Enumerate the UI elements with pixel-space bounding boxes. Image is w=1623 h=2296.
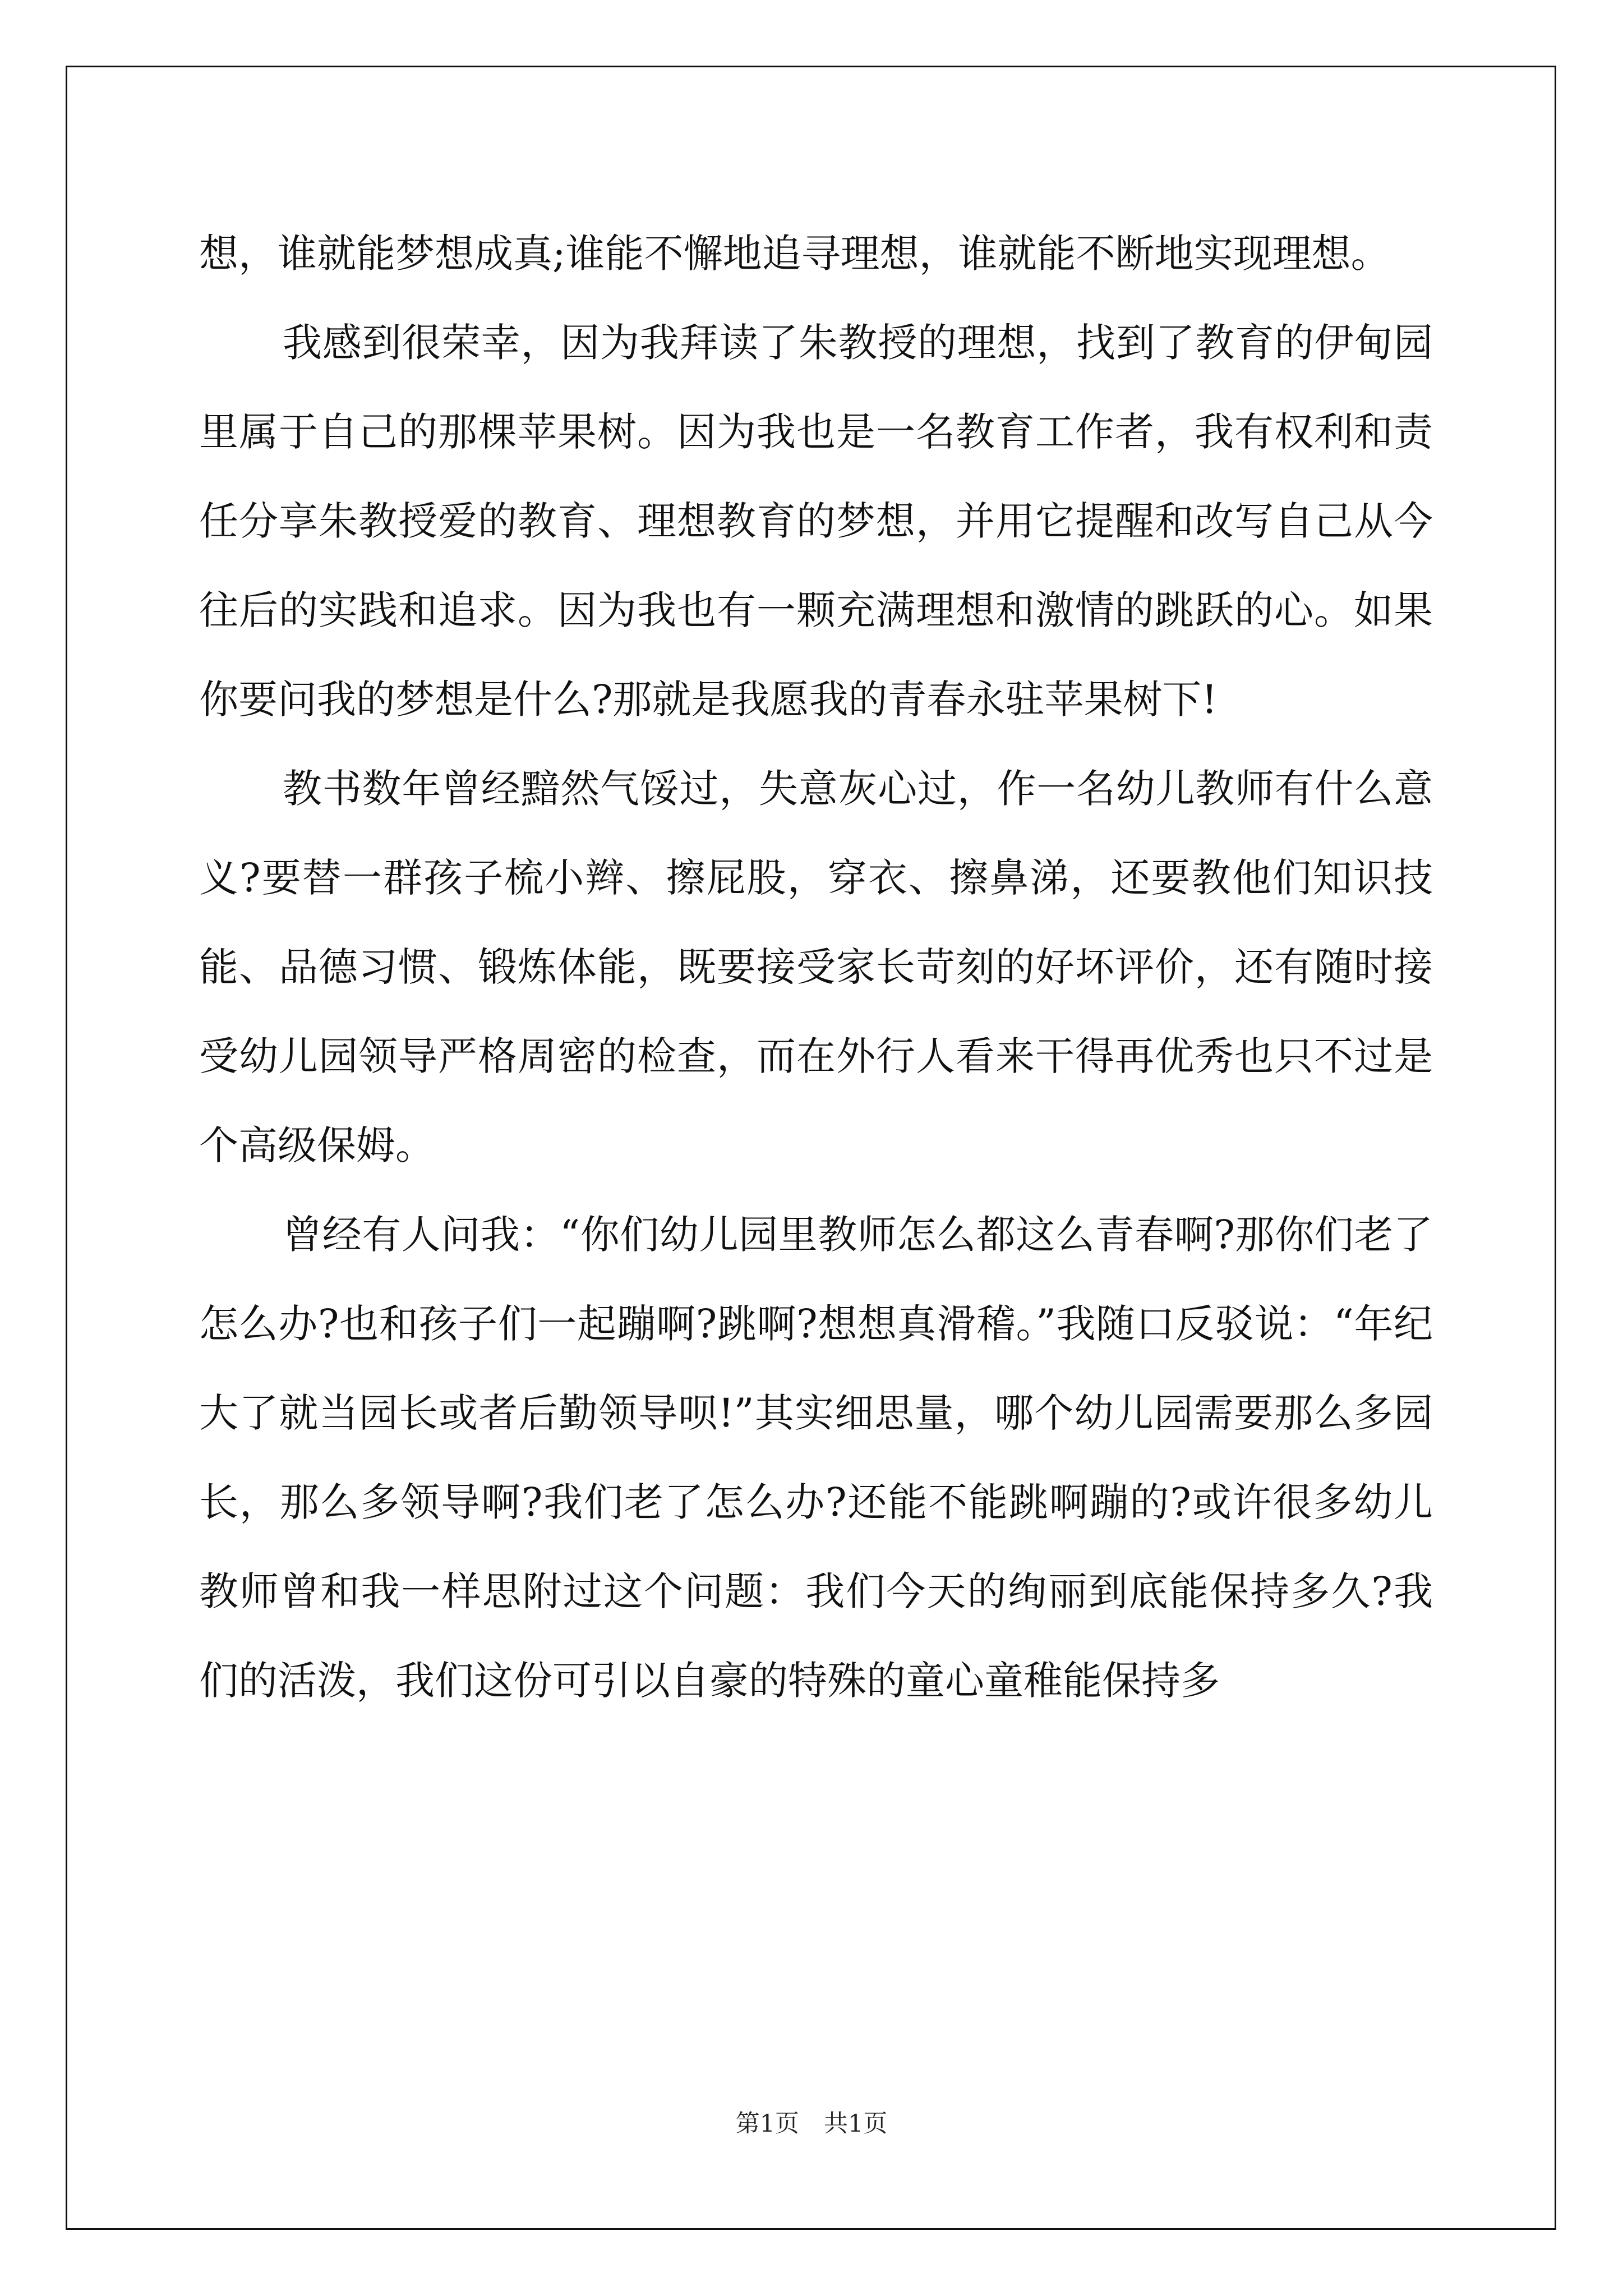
paragraph: 我感到很荣幸，因为我拜读了朱教授的理想，找到了教育的伊甸园里属于自己的那棵苹果树。因为我也是一名教育工作者，我有权利和责任分享朱教授爱的教育、理想教育的梦想，并用它提醒和改写自己从今往后的实践和追求。因为我也有一颗充满理想和激情的跳跃的心。如果你要问我的梦想是什么?那就是我愿我的青春永驻苹果树下!: [199, 320, 1433, 723]
paragraph-continuation: 想，谁就能梦想成真;谁能不懈地追寻理想，谁就能不断地实现理想。: [199, 231, 1390, 277]
page-footer: [0, 2105, 1623, 2139]
page-number-current: 第1页: [735, 2110, 799, 2138]
paragraph: 教书数年曾经黯然气馁过，失意灰心过，作一名幼儿教师有什么意义?要替一群孩子梳小辫、擦屁股，穿衣、擦鼻涕，还要教他们知识技能、品德习惯、锻炼体能，既要接受家长苛刻的好坏评价，还有随时接受幼儿园领导严格周密的检查，而在外行人看来干得再优秀也只不过是个高级保姆。: [199, 766, 1433, 1168]
document-body: [199, 209, 1433, 1726]
paragraph: 曾经有人问我：“你们幼儿园里教师怎么都这么青春啊?那你们老了怎么办?也和孩子们一起蹦啊?跳啊?想想真滑稽。”我随口反驳说：“年纪大了就当园长或者后勤领导呗!”其实细思量，哪个幼儿园需要那么多园长，那么多领导啊?我们老了怎么办?还能不能跳啊蹦的?或许很多幼儿教师曾和我一样思附过这个问题：我们今天的绚丽到底能保持多久?我们的活泼，我们这份可引以自豪的特殊的童心童稚能保持多: [199, 1212, 1433, 1704]
page-number-total: 共1页: [824, 2110, 888, 2138]
